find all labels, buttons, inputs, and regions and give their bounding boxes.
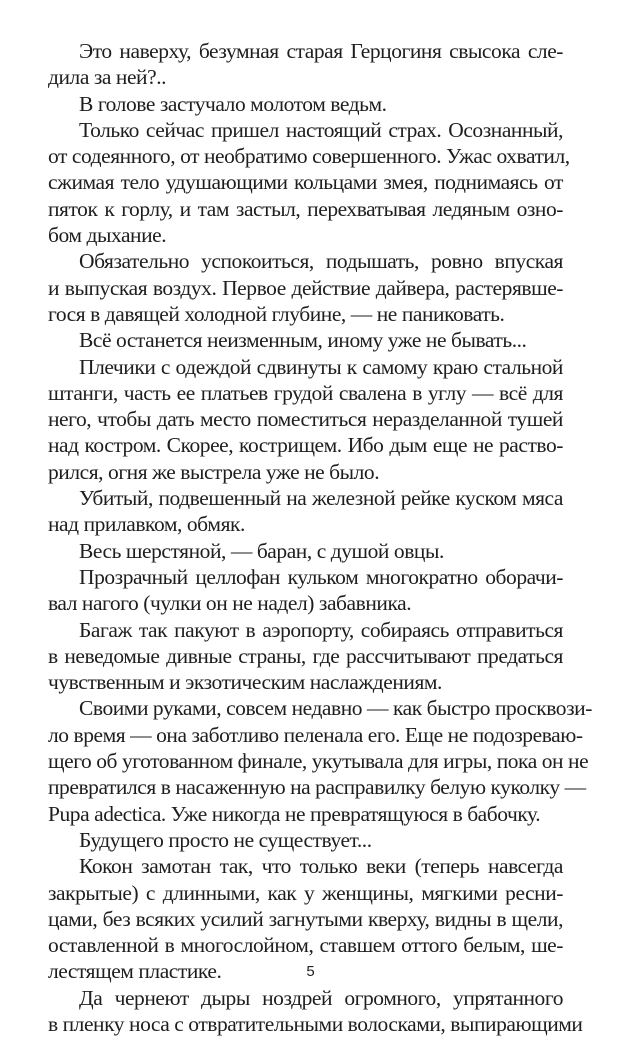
- text-line: в неведомые дивные страны, где рассчитывают предаться: [48, 643, 563, 668]
- text-line: закрытые) с длинными, как у женщины, мягкими ресни-: [48, 880, 563, 905]
- page-body-text: [48, 38, 592, 1037]
- text-line: Багаж так пакуют в аэропорту, собираясь отправиться: [79, 617, 563, 642]
- text-line: Всё останется неизменным, иному уже не бывать...: [79, 328, 527, 353]
- page-number: 5: [306, 963, 315, 980]
- text-line: Кокон замотан так, что только веки (теперь навсегда: [79, 854, 563, 879]
- text-line: пяток к горлу, и там застыл, перехватывая ледяным озно-: [48, 196, 563, 221]
- text-line: Своими руками, совсем недавно — как быстро просквози-: [79, 696, 592, 721]
- text-line: и выпуская воздух. Первое действие дайвера, растерявше-: [48, 275, 563, 300]
- text-line: бом дыхание.: [48, 223, 167, 248]
- text-line: Pupa adectica. Уже никогда не превратящуюся в бабочку.: [48, 801, 541, 826]
- text-line: Плечики с одеждой сдвинуты к самому краю стальной: [79, 354, 563, 379]
- text-line: Обязательно успокоиться, подышать, ровно впуская: [79, 249, 563, 274]
- text-line: Весь шерстяной, — баран, с душой овцы.: [79, 538, 444, 563]
- text-line: превратился в насаженную на расправилку белую куколку —: [48, 775, 586, 800]
- text-line: гося в давящей холодной глубине, — не паниковать.: [48, 301, 505, 326]
- text-line: рился, огня же выстрела уже не было.: [48, 459, 380, 484]
- text-line: В голове застучало молотом ведьм.: [79, 91, 387, 116]
- text-line: Убитый, подвешенный на железной рейке куском мяса: [79, 486, 563, 511]
- text-line: чувственным и экзотическим наслаждениям.: [48, 670, 442, 695]
- text-line: от содеянного, от необратимо совершенного. Ужас охватил,: [48, 144, 570, 169]
- text-line: над костром. Скорее, кострищем. Ибо дым еще не раство-: [48, 433, 563, 458]
- text-line: лестящем пластике.: [48, 959, 222, 984]
- text-line: сжимая тело удушающими кольцами змея, поднимаясь от: [48, 170, 563, 195]
- text-line: в пленку носа с отвратительными волосками, выпирающими: [48, 1011, 583, 1036]
- text-line: Да чернеют дыры ноздрей огромного, упрятанного: [79, 985, 563, 1010]
- text-line: него, чтобы дать место поместиться неразделанной тушей: [48, 407, 563, 432]
- text-line: штанги, часть ее платьев грудой свалена в углу — всё для: [48, 380, 563, 405]
- text-line: дила за ней?..: [48, 65, 167, 90]
- text-line: оставленной в многослойном, ставшем оттого белым, ше-: [48, 933, 563, 958]
- text-line: цами, без всяких усилий загнутыми кверху, видны в щели,: [48, 906, 563, 931]
- text-line: Это наверху, безумная старая Герцогиня свысока сле-: [79, 39, 563, 63]
- text-line: Прозрачный целлофан кульком многократно оборачи-: [79, 564, 563, 589]
- text-line: над прилавком, обмяк.: [48, 512, 245, 537]
- text-line: ло время — она заботливо пеленала его. Еще не подозреваю-: [48, 722, 583, 747]
- text-line: вал нагого (чулки он не надел) забавника.: [48, 591, 412, 616]
- text-line: щего об уготованном финале, укутывала для игры, пока он не: [48, 749, 589, 774]
- text-line: Будущего просто не существует...: [79, 827, 372, 852]
- text-line: Только сейчас пришел настоящий страх. Осознанный,: [79, 117, 563, 142]
